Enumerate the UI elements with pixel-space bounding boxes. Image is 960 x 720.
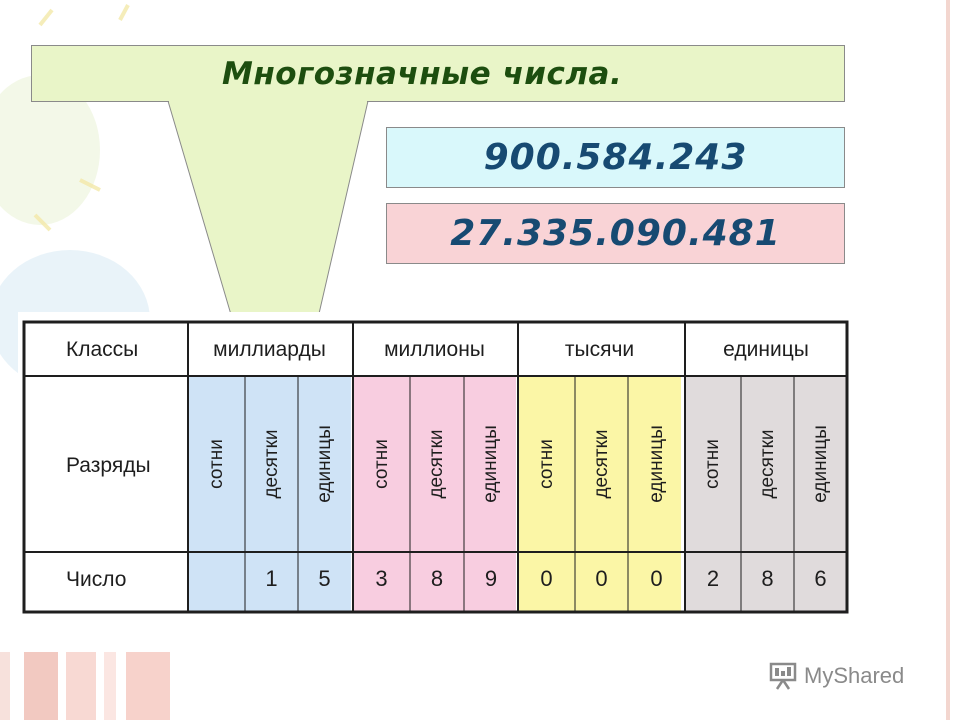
rank-label: сотни [535, 439, 557, 489]
myshared-logo [768, 660, 904, 692]
digit-cell: 5 [318, 566, 331, 591]
digit-cell: 0 [540, 566, 553, 591]
rank-label: единицы [645, 425, 667, 503]
digit-cell: 8 [761, 566, 774, 591]
digit-cell: 0 [595, 566, 608, 591]
rank-label: сотни [370, 439, 392, 489]
presentation-board-icon [768, 661, 798, 691]
row-label-ranks: Разряды [66, 454, 151, 477]
class-header: единицы [723, 338, 809, 361]
class-header: тысячи [564, 338, 635, 361]
digit-cell: 2 [706, 566, 720, 591]
rank-label: десятки [260, 429, 282, 499]
rank-label: единицы [480, 425, 501, 503]
page-title: Многозначные числа. [222, 56, 623, 92]
rank-label: десятки [590, 429, 612, 499]
digit-cell: 0 [650, 566, 663, 591]
class-header: миллионы [384, 338, 485, 361]
number-example-1: 900.584.243 [386, 127, 845, 188]
row-label-number: Число [66, 568, 127, 591]
rank-label: десятки [756, 429, 778, 499]
row-label-classes: Классы [66, 338, 139, 361]
place-value-table [18, 312, 857, 620]
digit-cell: 1 [265, 566, 278, 591]
number-example-2: 27.335.090.481 [386, 203, 845, 264]
rank-label: сотни [205, 439, 227, 489]
rank-label: единицы [313, 425, 335, 503]
digit-cell: 6 [814, 566, 827, 591]
rank-label: сотни [702, 439, 723, 489]
logo-text: MyShared [804, 663, 905, 688]
digit-cell: 8 [430, 566, 444, 591]
class-header: миллиарды [213, 338, 326, 361]
rank-label: единицы [809, 425, 831, 503]
digit-cell: 3 [375, 566, 388, 591]
rank-label: десятки [426, 429, 447, 499]
digit-cell: 9 [484, 566, 498, 591]
